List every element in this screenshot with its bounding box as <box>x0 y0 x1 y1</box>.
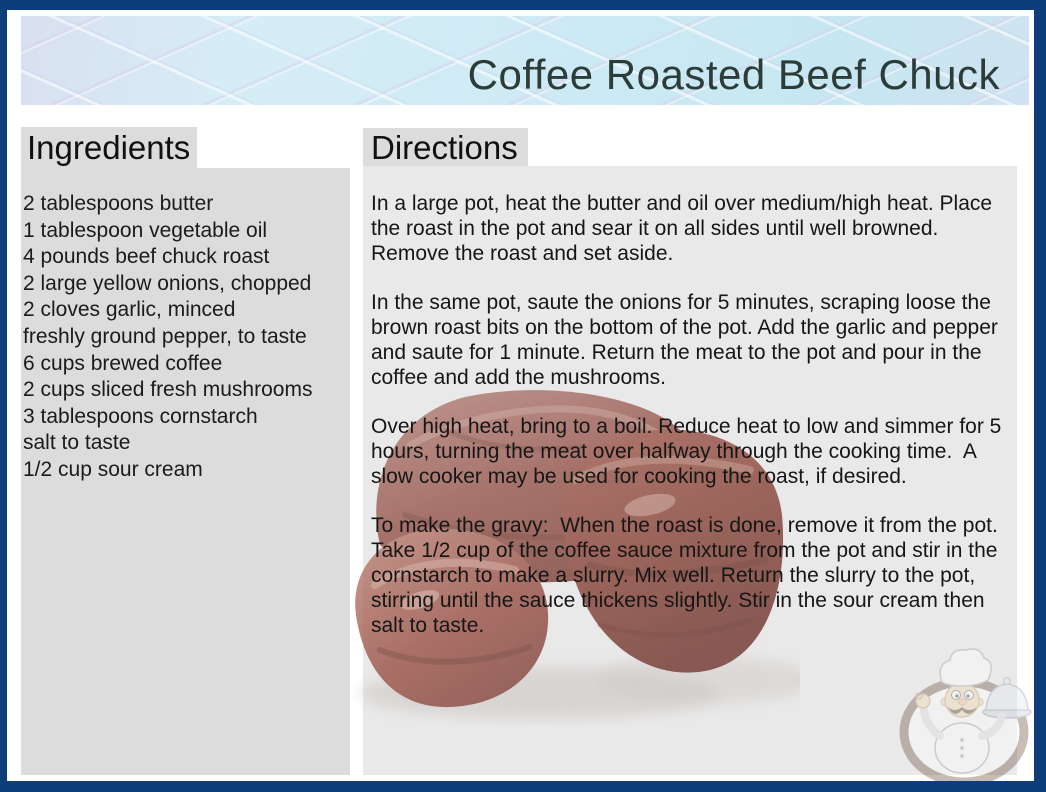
page-title: Coffee Roasted Beef Chuck <box>467 51 1000 98</box>
ingredient-item: 6 cups brewed coffee <box>23 351 223 375</box>
ingredient-item: freshly ground pepper, to taste <box>23 324 307 348</box>
ingredients-list <box>23 191 346 484</box>
ingredient-item: 2 cups sliced fresh mushrooms <box>23 378 313 402</box>
directions-heading-box <box>363 128 528 166</box>
chef-holding-platter-icon <box>890 644 1040 789</box>
ingredients-heading: Ingredients <box>27 129 191 166</box>
chef-logo-svg <box>890 644 1040 789</box>
ingredient-item: 4 pounds beef chuck roast <box>23 245 270 269</box>
ingredient-item: 2 cloves garlic, minced <box>23 298 236 322</box>
ingredients-heading-box <box>21 127 197 168</box>
header-banner <box>21 16 1029 105</box>
directions-text <box>363 166 1017 663</box>
ingredient-item: 1 tablespoon vegetable oil <box>23 218 268 242</box>
ingredients-panel <box>21 168 350 775</box>
ingredient-item: salt to taste <box>23 431 131 455</box>
directions-heading: Directions <box>371 128 518 166</box>
direction-paragraph: To make the gravy: When the roast is done, remove it from the pot. Take 1/2 cup of the coffee sauce mixture from the pot and stir in the cornstarch to make a slurry. Mix well. Return the slurry to the pot, stirring until the sauce thickens slightly. Stir in the sour cream then salt to taste. <box>371 514 1004 637</box>
direction-paragraph: In a large pot, heat the butter and oil over medium/high heat. Place the roast in the pot and sear it on all sides until well browned. Remove the roast and set aside. <box>371 192 998 265</box>
direction-paragraph: In the same pot, saute the onions for 5 minutes, scraping loose the brown roast bits on the bottom of the pot. Add the garlic and pepper and saute for 1 minute. Return the meat to the pot and pour in the coffee and add the mushrooms. <box>371 291 1004 389</box>
ingredient-item: 3 tablespoons cornstarch <box>23 404 258 428</box>
ingredient-item: 2 large yellow onions, chopped <box>23 271 312 295</box>
direction-paragraph: Over high heat, bring to a boil. Reduce heat to low and simmer for 5 hours, turning the meat over halfway through the cooking time. A slow cooker may be used for cooking the roast, if desired. <box>371 415 1008 488</box>
ingredient-item: 2 tablespoons butter <box>23 192 214 215</box>
ingredient-item: 1/2 cup sour cream <box>23 457 203 481</box>
